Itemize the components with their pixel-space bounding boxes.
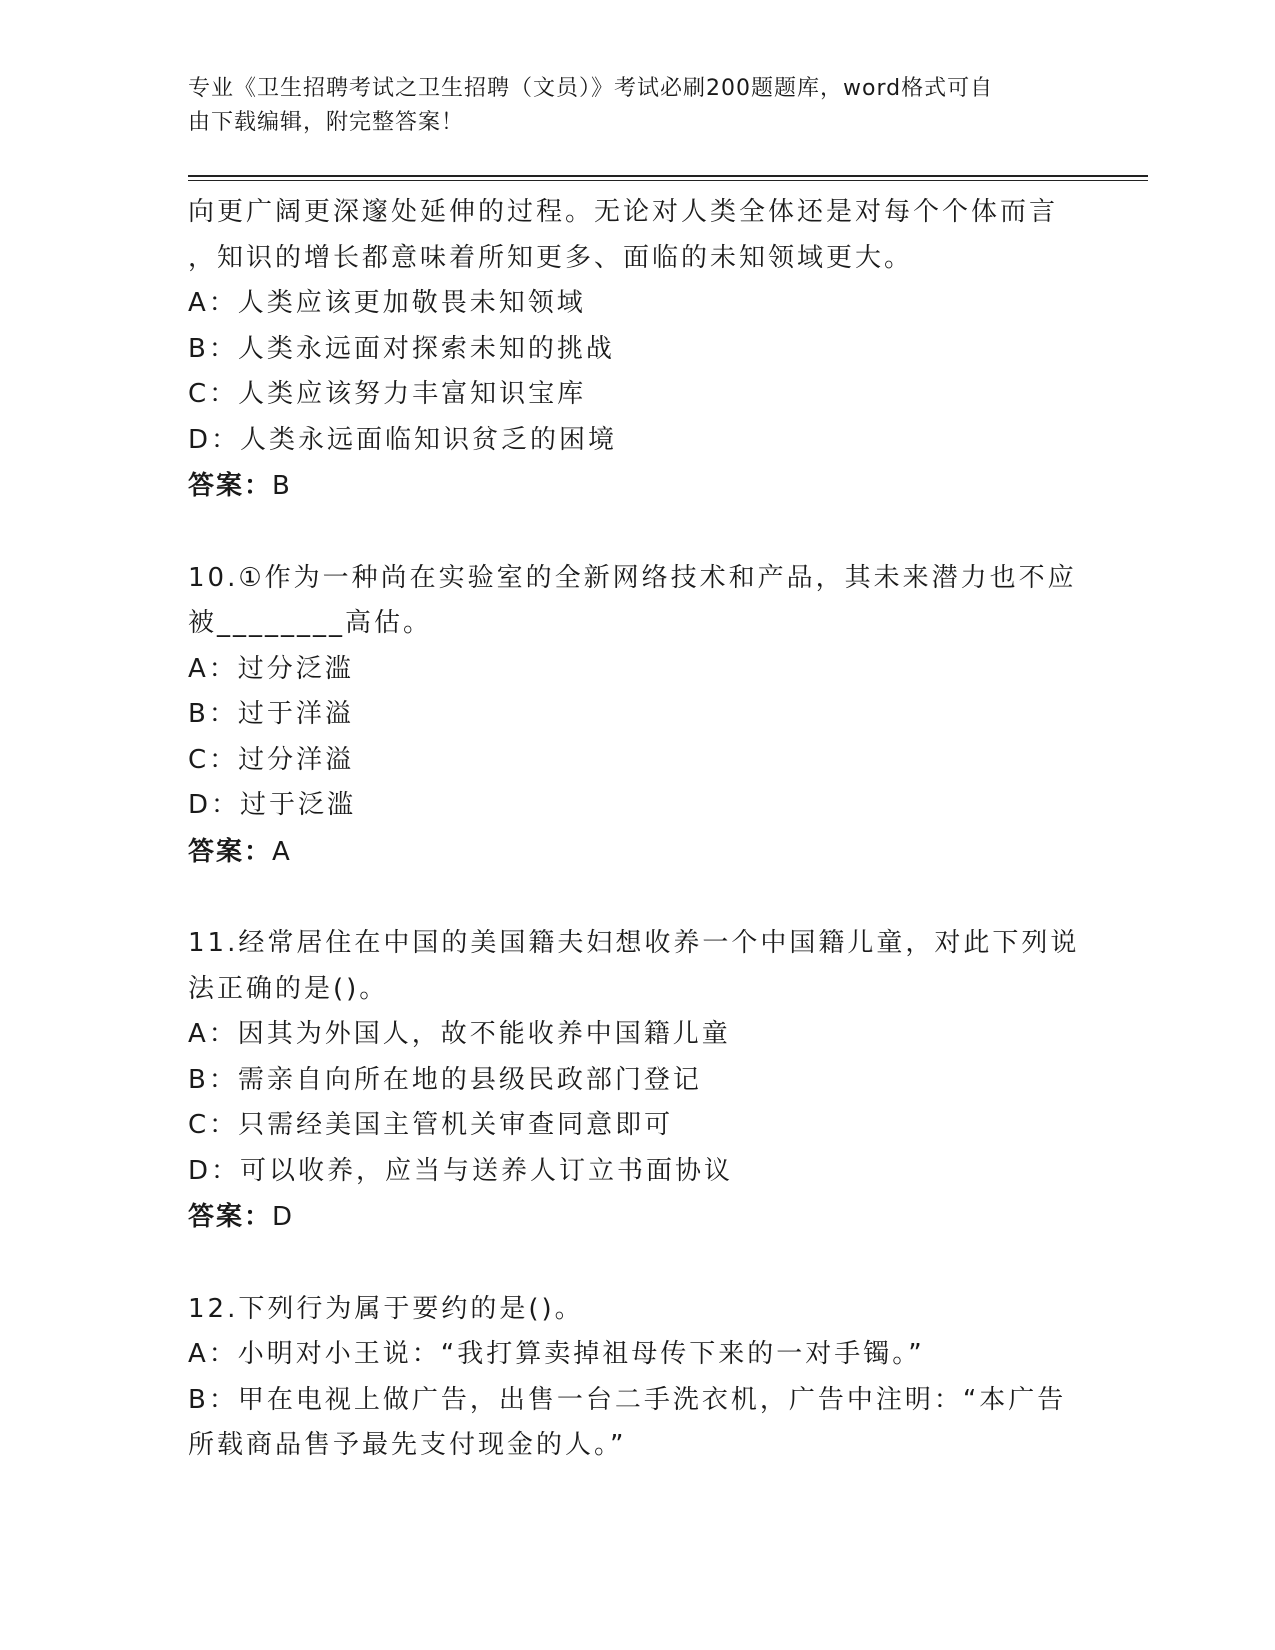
option-a: A：过分泛滥 bbox=[188, 653, 354, 684]
question-12 bbox=[188, 1287, 1088, 1469]
question-11 bbox=[188, 921, 1088, 1241]
option-b: B：人类永远面对探索未知的挑战 bbox=[188, 333, 615, 364]
answer bbox=[188, 463, 1088, 510]
question-10 bbox=[188, 556, 1088, 876]
question-text-line: 法正确的是()。 bbox=[188, 973, 389, 1004]
header-line-1: 专业《卫生招聘考试之卫生招聘（文员）》考试必刷200题题库，word格式可自 bbox=[188, 76, 994, 101]
header-line-2: 由下载编辑，附完整答案！ bbox=[188, 110, 465, 135]
option-a: A：因其为外国人，故不能收养中国籍儿童 bbox=[188, 1019, 731, 1049]
option-a: A：小明对小王说：“我打算卖掉祖母传下来的一对手镯。” bbox=[188, 1339, 925, 1369]
option-b: B：需亲自向所在地的县级民政部门登记 bbox=[188, 1064, 702, 1095]
question-text-line: 向更广阔更深邃处延伸的过程。无论对人类全体还是对每个个体而言 bbox=[188, 197, 1059, 227]
answer-value: D bbox=[272, 1202, 294, 1232]
option-b: B：甲在电视上做广告，出售一台二手洗衣机，广告中注明：“本广告 bbox=[188, 1384, 1067, 1415]
option-c: C：只需经美国主管机关审查同意即可 bbox=[188, 1110, 674, 1140]
question-text-line: 11.经常居住在中国的美国籍夫妇想收养一个中国籍儿童，对此下列说 bbox=[188, 928, 1080, 958]
answer-value: B bbox=[272, 471, 291, 501]
answer bbox=[188, 829, 1088, 876]
page-header bbox=[188, 72, 1068, 140]
question-text-line: 被________高估。 bbox=[188, 608, 433, 638]
option-a: A：人类应该更加敬畏未知领域 bbox=[188, 288, 586, 318]
option-b: B：过于洋溢 bbox=[188, 699, 354, 729]
question-content bbox=[188, 190, 1088, 1469]
header-divider bbox=[188, 175, 1148, 177]
option-d: D：人类永远面临知识贫乏的困境 bbox=[188, 424, 618, 455]
question-9-continuation bbox=[188, 190, 1088, 510]
answer-label: 答案： bbox=[188, 835, 273, 866]
question-text-line: 10.①作为一种尚在实验室的全新网络技术和产品，其未来潜力也不应 bbox=[188, 562, 1077, 593]
answer-label: 答案： bbox=[188, 1201, 273, 1231]
question-text-line: ，知识的增长都意味着所知更多、面临的未知领域更大。 bbox=[188, 242, 914, 273]
answer-label: 答案： bbox=[188, 470, 273, 500]
question-text-line: 12.下列行为属于要约的是()。 bbox=[188, 1293, 584, 1324]
option-d: D：可以收养，应当与送养人订立书面协议 bbox=[188, 1155, 734, 1186]
option-c: C：人类应该努力丰富知识宝库 bbox=[188, 379, 587, 409]
answer-value: A bbox=[272, 836, 291, 867]
answer bbox=[188, 1194, 1088, 1241]
option-b-continued: 所载商品售予最先支付现金的人。” bbox=[188, 1430, 627, 1460]
option-d: D：过于泛滥 bbox=[188, 790, 357, 820]
header-divider-thin bbox=[188, 180, 1148, 181]
option-c: C：过分洋溢 bbox=[188, 744, 355, 775]
